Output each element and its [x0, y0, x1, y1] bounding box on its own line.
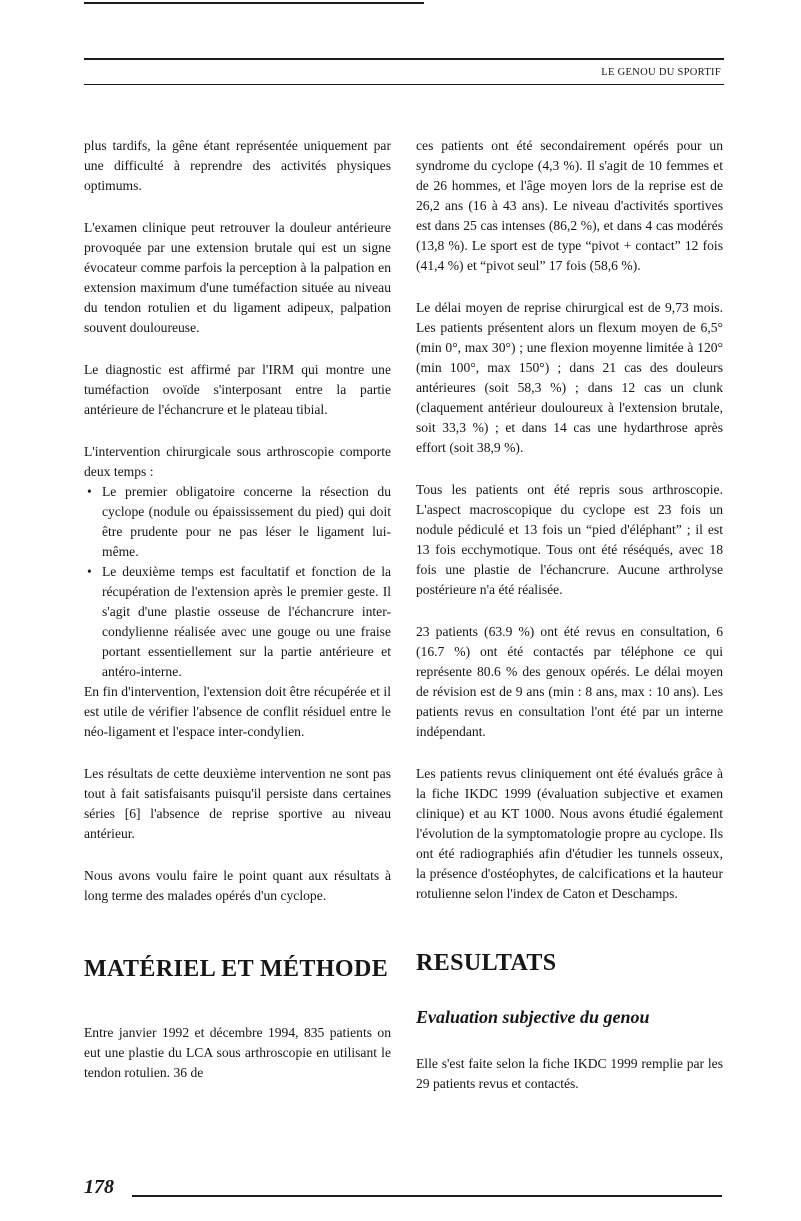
page-number: 178: [84, 1176, 114, 1198]
list-item: • Le premier obligatoire concerne la résection du cyclope (nodule ou épaississement du pied) qui doit être prudente pour ne pas léser le ligament lui-même.: [102, 482, 391, 562]
paragraph: L'examen clinique peut retrouver la douleur antérieure provoquée par une extension brutale qui est un signe évocateur comme parfois la perception à la palpation en extension maximum d'une tuméfaction située au niveau du tendon rotulien et du ligament adipeux, palpation souvent douloureuse.: [84, 220, 391, 335]
paragraph: Entre janvier 1992 et décembre 1994, 835 patients on eut une plastie du LCA sous arthroscopie en utilisant le tendon rotulien. 36 de: [84, 1025, 391, 1080]
paragraph: plus tardifs, la gêne étant représentée uniquement par une difficulté à reprendre des activités physiques optimums.: [84, 138, 391, 193]
paragraph: Les résultats de cette deuxième intervention ne sont pas tout à fait satisfaisants puisqu'il persiste dans certaines séries [6] l'absence de reprise sportive au niveau antérieur.: [84, 766, 391, 841]
paragraph: 23 patients (63.9 %) ont été revus en consultation, 6 (16.7 %) ont été contactés par téléphone ce qui représente 80.6 % des genoux opérés. Le délai moyen de révision est de 9 ans (min : 8 ans, max : 10 ans). Les patients revus en consultation l'ont été par un interne indépendant.: [416, 624, 723, 739]
top-border-rule: [84, 2, 424, 4]
section-title: MATÉRIEL ET MÉTHODE: [84, 956, 389, 982]
list-item: • Le deuxième temps est facultatif et fonction de la récupération de l'extension après le premier geste. Il s'agit d'une plastie osseuse de l'échancrure inter-condylienne réalisée avec une gouge ou une fraise portant essentiellement sur la partie antérieure et antéro-interne.: [102, 562, 391, 682]
paragraph: Tous les patients ont été repris sous arthroscopie. L'aspect macroscopique du cyclope est 23 fois un nodule pédiculé et 13 fois un “pied d'éléphant” ; il est 13 fois ecchymotique. Tous ont été réséqués, avec 18 fois une plastie de l'échancrure. Aucune arthrolyse postérieure n'a été réalisée.: [416, 482, 723, 597]
paragraph: Le délai moyen de reprise chirurgical est de 9,73 mois. Les patients présentent alors un flexum moyen de 6,5° (min 0°, max 30°) ; une flexion moyenne limitée à 120° (min 100°, max 150°) ; dans 21 cas des douleurs antérieures (soit 58,3 %) ; dans 12 cas un clunk (claquement antérieur douloureux à l'extension brutale, soit 33,3 %) ; et dans 14 cas une hydarthrose après effort (soit 38,9 %).: [416, 300, 723, 455]
section-title: RESULTATS: [416, 950, 557, 976]
subsection-title: Evaluation subjective du genou: [416, 1007, 650, 1027]
paragraph: Elle s'est faite selon la fiche IKDC 1999 remplie par les 29 patients revus et contactés.: [416, 1056, 723, 1091]
footer-rule: [132, 1195, 722, 1197]
right-column: [416, 136, 723, 1116]
paragraph: ces patients ont été secondairement opérés pour un syndrome du cyclope (4,3 %). Il s'agit de 10 femmes et de 26 hommes, et l'âge moyen lors de la reprise est de 26,2 ans (16 à 43 ans). Le niveau d'activités sportives est dans 25 cas intenses (86,2 %), et dans 4 cas modérés (13,8 %). Le sport est de type “pivot + contact” 12 fois (41,4 %) et “pivot seul” 17 fois (58,6 %).: [416, 138, 723, 273]
paragraph: Nous avons voulu faire le point quant aux résultats à long terme des malades opérés d'un cyclope.: [84, 868, 391, 903]
paragraph: En fin d'intervention, l'extension doit être récupérée et il est utile de vérifier l'absence de conflit résiduel entre le néo-ligament et l'espace inter-condylien.: [84, 684, 391, 739]
paragraph: L'intervention chirurgicale sous arthroscopie comporte deux temps :: [84, 444, 391, 479]
paragraph: Les patients revus cliniquement ont été évalués grâce à la fiche IKDC 1999 (évaluation subjective et examen clinique) et au KT 1000. Nous avons étudié également l'évolution de la symptomatologie propre au cyclope. Ils ont été radiographiés afin d'étudier les tunnels osseux, la présence d'ostéophytes, de calcifications et la hauteur rotulienne selon l'index de Caton et Deschamps.: [416, 766, 723, 901]
running-header: LE GENOU DU SPORTIF: [601, 67, 721, 78]
paragraph: Le diagnostic est affirmé par l'IRM qui montre une tuméfaction ovoïde s'interposant entre la partie antérieure de l'échancrure et le plateau tibial.: [84, 362, 391, 417]
bullet-list: [84, 482, 391, 682]
left-column: [84, 136, 391, 1105]
header-rule-bottom: [84, 84, 724, 85]
header-rule-top: [84, 58, 724, 60]
